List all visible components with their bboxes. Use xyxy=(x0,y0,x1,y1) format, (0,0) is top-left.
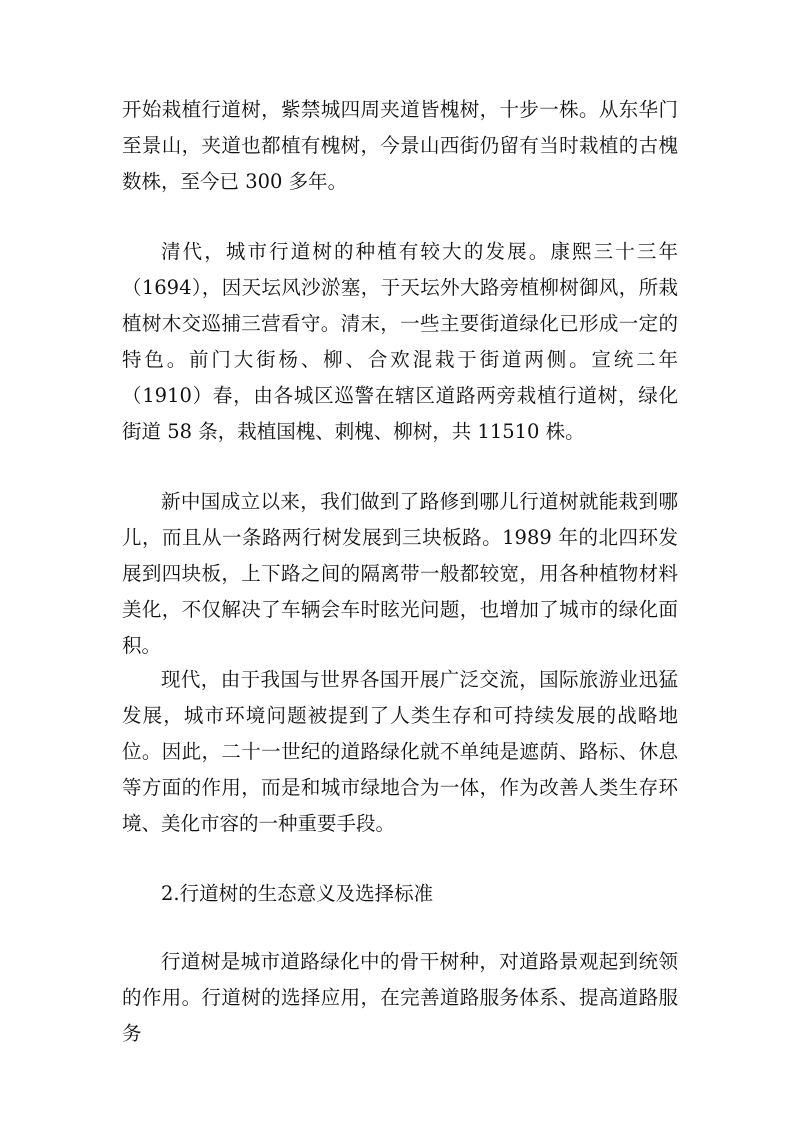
paragraph-street-trees: 行道树是城市道路绿化中的骨干树种，对道路景观起到统领的作用。行道树的选择应用，在完善道路服务体系、提高道路服务 xyxy=(122,950,678,1045)
paragraph-continued: 开始栽植行道树，紫禁城四周夹道皆槐树，十步一株。从东华门至景山，夹道也都植有槐树，今景山西街仍留有当时栽植的古槐数株，至今已 300 多年。 xyxy=(122,98,678,193)
section-heading: 2.行道树的生态意义及选择标准 xyxy=(161,882,434,905)
paragraph-qing-dynasty: 清代，城市行道树的种植有较大的发展。康熙三十三年（1694），因天坛风沙淤塞，于天坛外大路旁植柳树御风，所栽植树木交巡捕三营看守。清末，一些主要街道绿化已形成一定的特色。前门大街杨、柳、合欢混栽于街道两侧。宣统二年（1910）春，由各城区巡警在辖区道路两旁栽植行道树，绿化街道 58 条，栽植国槐、刺槐、柳树，共 11510 株。 xyxy=(122,240,678,443)
paragraph-new-china: 新中国成立以来，我们做到了路修到哪儿行道树就能栽到哪儿，而且从一条路两行树发展到三块板路。1989 年的北四环发展到四块板，上下路之间的隔离带一般都较宽，用各种植物材料美化，不仅解决了车辆会车时眩光问题，也增加了城市的绿化面积。 xyxy=(122,490,678,657)
paragraph-modern: 现代，由于我国与世界各国开展广泛交流，国际旅游业迅猛发展，城市环境问题被提到了人类生存和可持续发展的战略地位。因此，二十一世纪的道路绿化就不单纯是遮荫、路标、休息等方面的作用，而是和城市绿地合为一体，作为改善人类生存环境、美化市容的一种重要手段。 xyxy=(122,668,678,835)
